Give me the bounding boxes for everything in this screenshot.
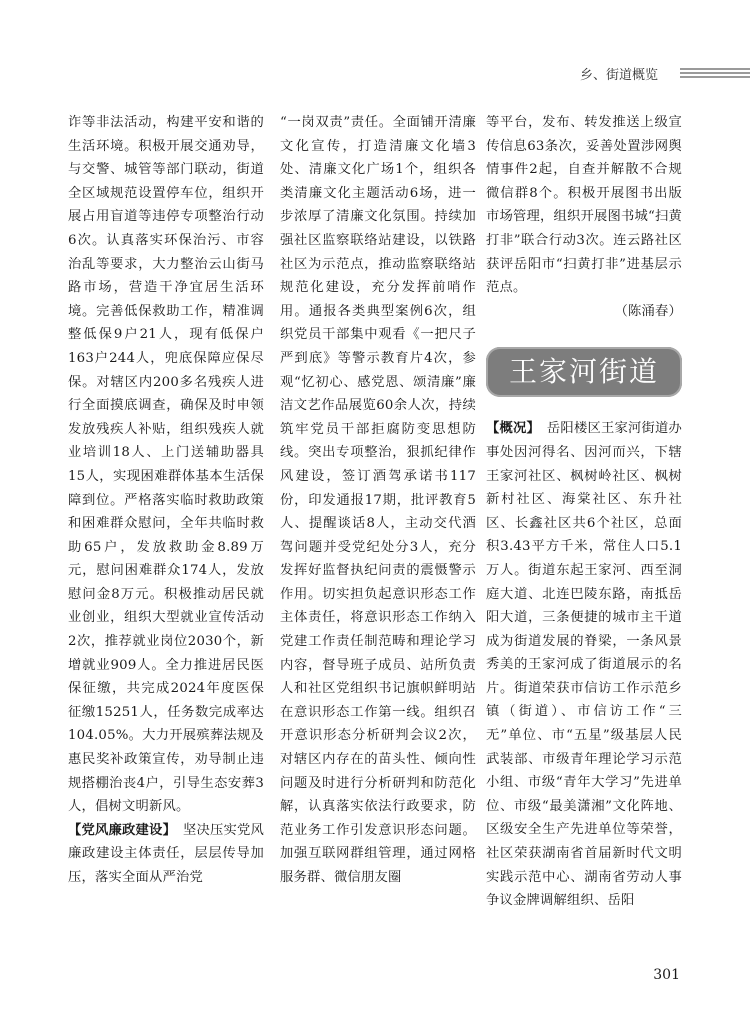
page-number: 301: [653, 967, 680, 983]
paragraph-publicity: 等平台，发布、转发推送上级宣传信息63条次，妥善处置涉网舆情事件2起，自查并解散不合规微信群8个。积极开展图书出版市场管理，组织开展图书城“扫黄打非”联合行动3次。连云路社区获评岳阳市“扫黄打非”进基层示范点。: [486, 115, 682, 296]
running-header-title: 乡、街道概览: [580, 68, 659, 83]
text-column-left: [68, 111, 264, 890]
subhead-clean-government: 【党风廉政建设】: [68, 822, 170, 838]
text-column-right: [486, 111, 682, 913]
section-banner-wangjiahe: 王家河街道: [486, 347, 682, 397]
paragraph-clean-government-text: 坚决压实党风廉政建设主体责任，层层传导加压，落实全面从严治党: [68, 822, 265, 885]
paragraph-overview: [486, 417, 682, 912]
header-decorative-rules: [680, 68, 750, 82]
header-rule-line: [680, 72, 750, 74]
author-attribution: （陈涌春）: [614, 303, 682, 319]
header-rule-line: [680, 68, 750, 70]
paragraph-overview-text: 岳阳楼区王家河街道办事处因河得名、因河而兴，下辖王家河社区、枫树岭社区、枫树新村社区、海棠社区、东升社区、长鑫社区共6个社区，总面积3.43平方千米，常住人口5.1万人。街道东起王家河、西至洞庭大道、北连巴陵东路，南抵岳阳大道，三条便捷的城市主干道成为街道发展的脊梁，一条风景秀美的王家河成了街道展示的名片。街道荣获市信访工作示范乡镇（街道）、市信访工作“三无”单位、市“五星”级基层人民武装部、市级青年理论学习示范小组、市级“青年大学习”先进单位、市级“最美潇湘”文化阵地、区级安全生产先进单位等荣誉，社区荣获湖南省首届新时代文明实践示范中心、湖南省劳动人事争议金牌调解组织、岳阳: [486, 421, 683, 909]
paragraph-clean-culture: “一岗双责”责任。全面铺开清廉文化宣传，打造清廉文化墙3处、清廉文化广场1个，组织各类清廉文化主题活动6场，进一步浓厚了清廉文化氛围。持续加强社区监察联络站建设，以铁路社区为示范点，推动监察联络站规范化建设，充分发挥前哨作用。通报各类典型案例6次，组织党员干部集中观看《一把尺子严到底》等警示教育片4次，参观“忆初心、感党恩、颂清廉”廉洁文艺作品展览60余人次，持续筑牢党员干部拒腐防变思想防线。突出专项整治，狠抓纪律作风建设，签订酒驾承诺书117份，印发通报17期，批评教育5人、提醒谈话8人，主动交代酒驾问题并受党纪处分3人，充分发挥好监督执纪问责的震慑警示作用。切实担负起意识形态工作主体责任，将意识形态工作纳入党建工作责任制范畴和理论学习内容，督导班子成员、站所负责人和社区党组织书记旗帜鲜明站在意识形态工作第一线。组织召开意识形态分析研判会议2次，对辖区内存在的苗头性、倾向性问题及时进行分析研判和防范化解，认真落实依法行政要求，防范业务工作引发意识形态问题。加强互联网群组管理，通过网格服务群、微信朋友圈: [280, 115, 476, 885]
paragraph-social-services: 诈等非法活动，构建平安和谐的生活环境。积极开展交通劝导，与交警、城管等部门联动，街道全区域规范设置停车位，组织开展占用盲道等违停专项整治行动6次。认真落实环保治污、市容治乱等要求，大力整治云山街马路市场，营造干净宜居生活环境。完善低保救助工作，精准调整低保9户21人，现有低保户163户244人，兜底保障应保尽保。对辖区内200多名残疾人进行全面摸底调查，确保及时申领发放残疾人补贴，组织残疾人就业培训18人、上门送辅助器具15人，实现困难群体基本生活保障到位。严格落实临时救助政策和困难群众慰问，全年共临时救助65户，发放救助金8.89万元，慰问困难群众174人，发放慰问金8万元。积极推动居民就业创业，组织大型就业宣传活动2次，推荐就业岗位2030个，新增就业909人。全力推进居民医保征缴，共完成2024年度医保征缴15251人，任务数完成率达104.05%。大力开展殡葬法规及惠民奖补政策宣传，劝导制止违规搭棚治丧4户，引导生态安葬3人，倡树文明新风。: [68, 115, 264, 815]
text-column-middle: [280, 111, 476, 890]
paragraph-clean-government: [68, 819, 264, 890]
subhead-overview: 【概况】: [486, 421, 534, 437]
header-rule-line: [680, 76, 750, 78]
